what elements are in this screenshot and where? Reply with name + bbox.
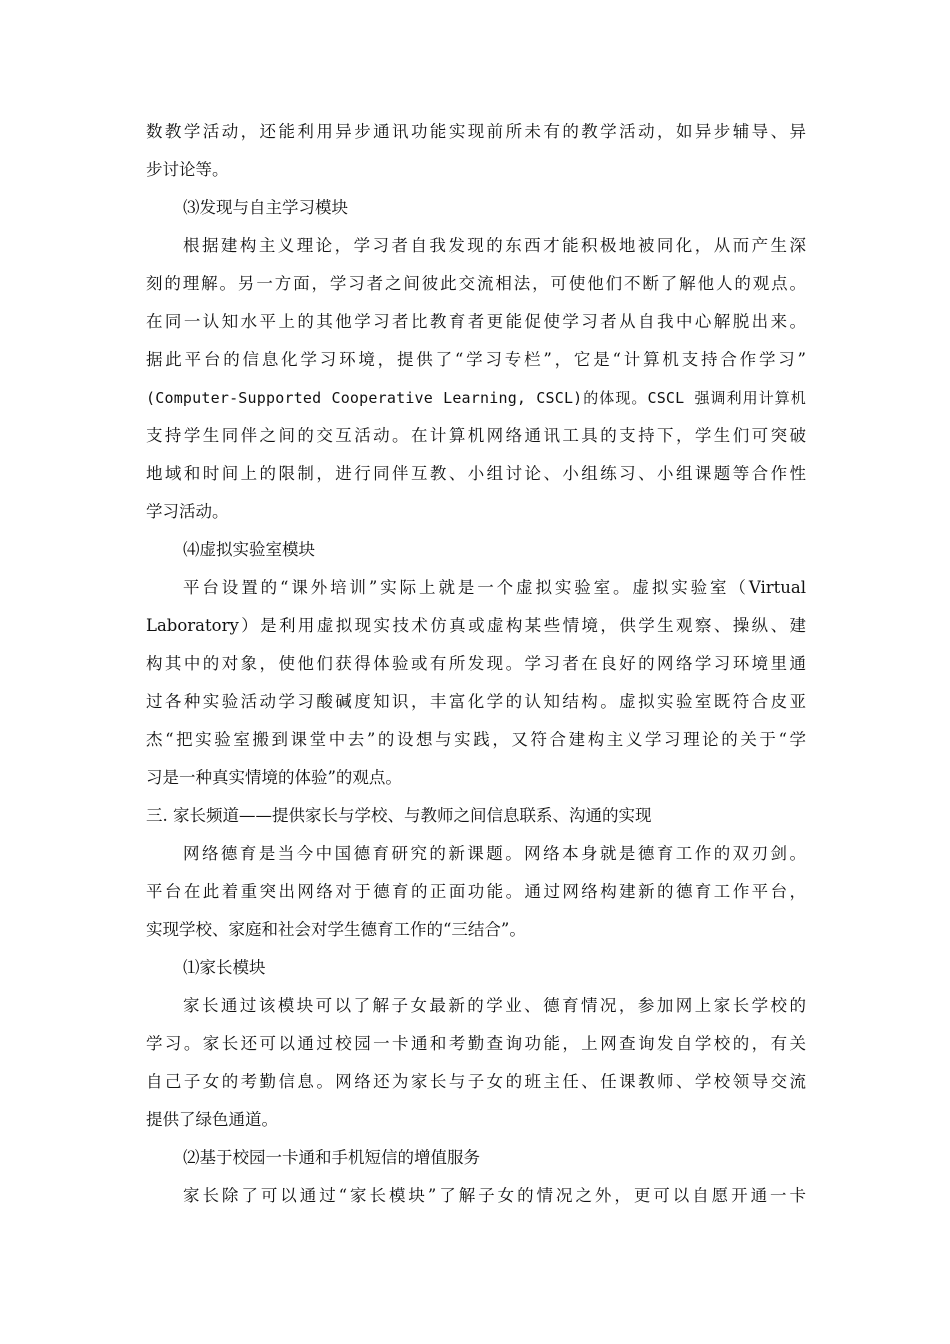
paragraph-line: 提供了绿色通道。 <box>146 1110 278 1129</box>
paragraph-line: 过各种实验活动学习酸碱度知识，丰富化学的认知结构。虚拟实验室既符合皮亚 <box>146 692 806 711</box>
paragraph-line: 家长除了可以通过“家长模块”了解子女的情况之外，更可以自愿开通一卡 <box>183 1186 806 1205</box>
paragraph-line: (Computer-Supported Cooperative Learning, CSCL)的体现。CSCL 强调利用计算机 <box>146 389 806 407</box>
paragraph-line: 平台在此着重突出网络对于德育的正面功能。通过网络构建新的德育工作平台， <box>146 882 806 901</box>
paragraph-line: 家长通过该模块可以了解子女最新的学业、德育情况，参加网上家长学校的 <box>183 996 806 1015</box>
paragraph-line: 据此平台的信息化学习环境，提供了“学习专栏”，它是“计算机支持合作学习” <box>146 350 806 369</box>
paragraph-line: 实现学校、家庭和社会对学生德育工作的“三结合”。 <box>146 920 526 939</box>
section-heading: ⑴家长模块 <box>183 958 266 977</box>
paragraph-line: 数教学活动，还能利用异步通讯功能实现前所未有的教学活动，如异步辅导、异 <box>146 122 806 141</box>
paragraph-line: 支持学生同伴之间的交互活动。在计算机网络通讯工具的支持下，学生们可突破 <box>146 426 806 445</box>
paragraph-line: Laboratory）是利用虚拟现实技术仿真或虚构某些情境，供学生观察、操纵、建 <box>146 616 806 635</box>
paragraph-line: 杰“把实验室搬到课堂中去”的设想与实践，又符合建构主义学习理论的关于“学 <box>146 730 806 749</box>
paragraph-line: 网络德育是当今中国德育研究的新课题。网络本身就是德育工作的双刃剑。 <box>183 844 806 863</box>
paragraph-line: 习是一种真实情境的体验”的观点。 <box>146 768 402 787</box>
section-heading: ⑷虚拟实验室模块 <box>183 540 315 559</box>
paragraph-line: 根据建构主义理论，学习者自我发现的东西才能积极地被同化，从而产生深 <box>183 236 806 255</box>
section-heading: ⑶发现与自主学习模块 <box>183 198 348 217</box>
paragraph-line: 在同一认知水平上的其他学习者比教育者更能促使学习者从自我中心解脱出来。 <box>146 312 806 331</box>
paragraph-line: 平台设置的“课外培训”实际上就是一个虚拟实验室。虚拟实验室（Virtual <box>183 578 806 597</box>
paragraph-line: 构其中的对象，使他们获得体验或有所发现。学习者在良好的网络学习环境里通 <box>146 654 806 673</box>
paragraph-line: 步讨论等。 <box>146 160 229 179</box>
chapter-heading: 三. 家长频道——提供家长与学校、与教师之间信息联系、沟通的实现 <box>146 806 652 825</box>
paragraph-line: 刻的理解。另一方面，学习者之间彼此交流相法，可使他们不断了解他人的观点。 <box>146 274 806 293</box>
paragraph-line: 学习。家长还可以通过校园一卡通和考勤查询功能，上网查询发自学校的，有关 <box>146 1034 806 1053</box>
paragraph-line: 地域和时间上的限制，进行同伴互教、小组讨论、小组练习、小组课题等合作性 <box>146 464 806 483</box>
paragraph-line: 学习活动。 <box>146 502 229 521</box>
section-heading: ⑵基于校园一卡通和手机短信的增值服务 <box>183 1148 480 1167</box>
paragraph-line: 自己子女的考勤信息。网络还为家长与子女的班主任、任课教师、学校领导交流 <box>146 1072 806 1091</box>
